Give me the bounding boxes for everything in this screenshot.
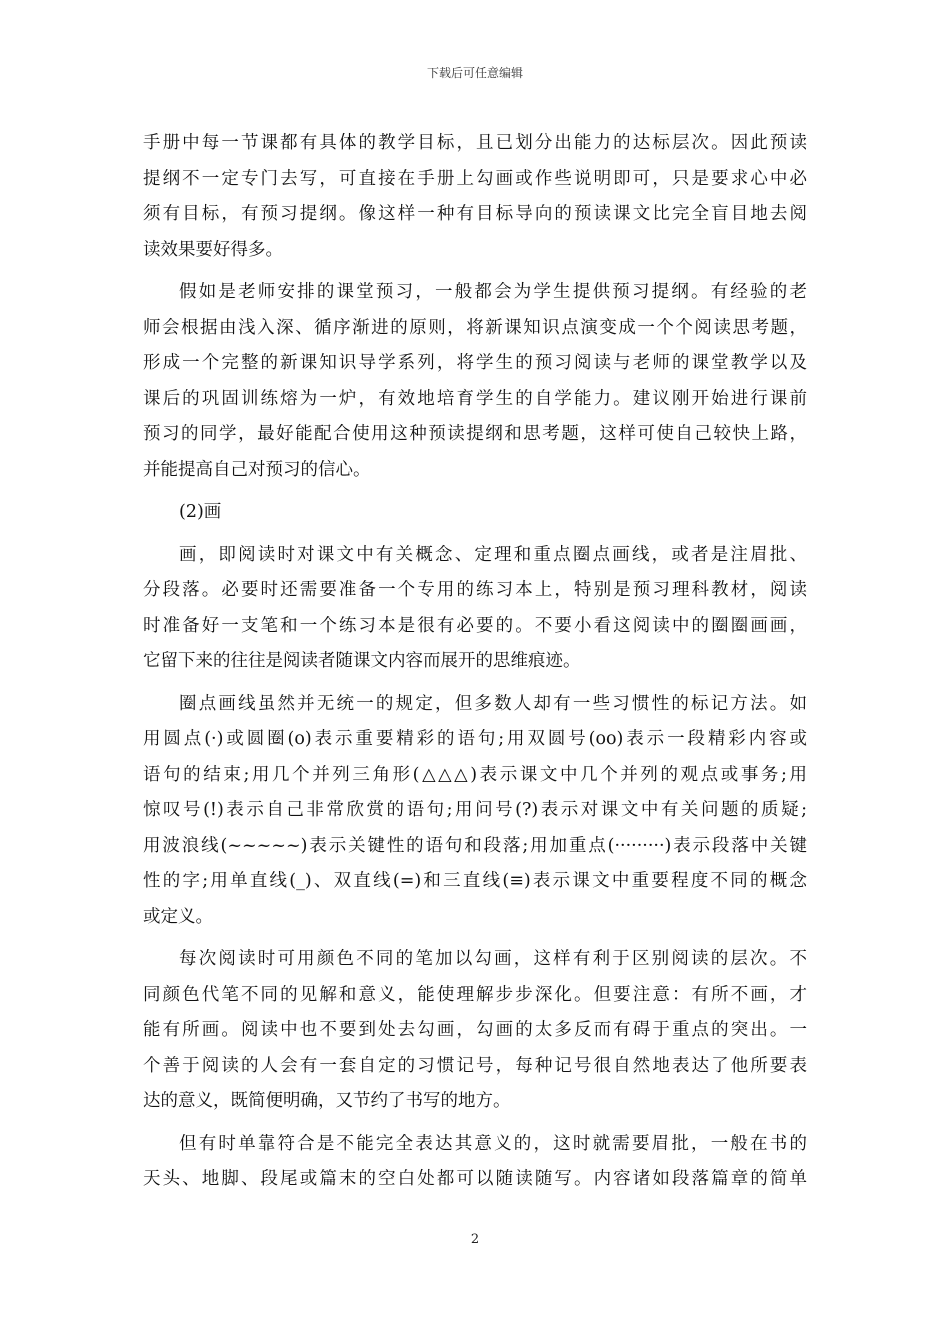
text-line: 达的意义，既简便明确，又节约了书写的地方。	[143, 1091, 511, 1111]
paragraph-2	[143, 275, 807, 488]
text-line: 或定义。	[143, 906, 213, 927]
text-line: 读效果要好得多。	[143, 239, 283, 260]
text-line: 它留下来的往往是阅读者随课文内容而展开的思维痕迹。	[143, 651, 581, 671]
text-line: 时准备好一支笔和一个练习本是很有必要的。不要小看这阅读中的圈圈画画，	[143, 615, 807, 636]
text-line: 课后的巩固训练熔为一炉，有效地培育学生的自学能力。建议刚开始进行课前	[143, 388, 807, 409]
text-line: 每次阅读时可用颜色不同的笔加以勾画，这样有利于区别阅读的层次。不	[179, 949, 807, 969]
text-line: 师会根据由浅入深、循序渐进的原则，将新课知识点演变成一个个阅读思考题，	[143, 317, 807, 338]
paragraph-3	[143, 538, 807, 680]
text-line: 用圆点(·)或圆圈(o)表示重要精彩的语句;用双圆号(oo)表示一段精彩内容或	[143, 729, 807, 749]
section-heading-paragraph	[143, 495, 807, 531]
text-line: 假如是老师安排的课堂预习，一般都会为学生提供预习提纲。有经验的老	[179, 282, 807, 302]
text-line: 个善于阅读的人会有一套自定的习惯记号，每种记号很自然地表达了他所要表	[143, 1055, 807, 1076]
text-line: 圈点画线虽然并无统一的规定，但多数人却有一些习惯性的标记方法。如	[179, 693, 807, 714]
paragraph-4	[143, 687, 807, 936]
text-line: 但有时单靠符合是不能完全表达其意义的，这时就需要眉批，一般在书的	[179, 1133, 807, 1154]
text-line: 用波浪线(~~~~~)表示关键性的语句和段落;用加重点(·········)表示段落中关键	[143, 835, 807, 856]
text-line: 语句的结束;用几个并列三角形(△△△)表示课文中几个并列的观点或事务;用	[143, 764, 807, 785]
text-line: 形成一个完整的新课知识导学系列，将学生的预习阅读与老师的课堂教学以及	[143, 353, 807, 373]
text-line: 画，即阅读时对课文中有关概念、定理和重点圈点画线，或者是注眉批、	[179, 544, 807, 565]
section-heading: (2)画	[179, 502, 222, 522]
paragraph-5	[143, 942, 807, 1120]
text-line: 并能提高自己对预习的信心。	[143, 459, 371, 480]
text-line: 天头、地脚、段尾或篇末的空白处都可以随读随写。内容诸如段落篇章的简单	[143, 1169, 807, 1189]
page-header: 下载后可任意编辑	[426, 66, 523, 80]
text-line: 须有目标，有预习提纲。像这样一种有目标导向的预读课文比完全盲目地去阅	[143, 204, 807, 224]
text-line: 分段落。必要时还需要准备一个专用的练习本上，特别是预习理科教材，阅读	[143, 580, 807, 600]
text-line: 提纲不一定专门去写，可直接在手册上勾画或作些说明即可，只是要求心中必	[143, 168, 807, 189]
document-body	[143, 126, 807, 1205]
page-number: 2	[470, 1232, 480, 1247]
paragraph-6	[143, 1127, 807, 1198]
paragraph-1	[143, 126, 807, 268]
text-line: 性的字;用单直线(_)、双直线(=)和三直线(≡)表示课文中重要程度不同的概念	[143, 871, 807, 891]
text-line: 能有所画。阅读中也不要到处去勾画，勾画的太多反而有碍于重点的突出。一	[143, 1020, 807, 1040]
text-line: 惊叹号(!)表示自己非常欣赏的语句;用问号(?)表示对课文中有关问题的质疑;	[143, 800, 807, 820]
text-line: 手册中每一节课都有具体的教学目标，且已划分出能力的达标层次。因此预读	[143, 133, 807, 153]
text-line: 预习的同学，最好能配合使用这种预读提纲和思考题，这样可使自己较快上路，	[143, 424, 807, 444]
text-line: 同颜色代笔不同的见解和意义，能使理解步步深化。但要注意：有所不画，才	[143, 984, 807, 1005]
